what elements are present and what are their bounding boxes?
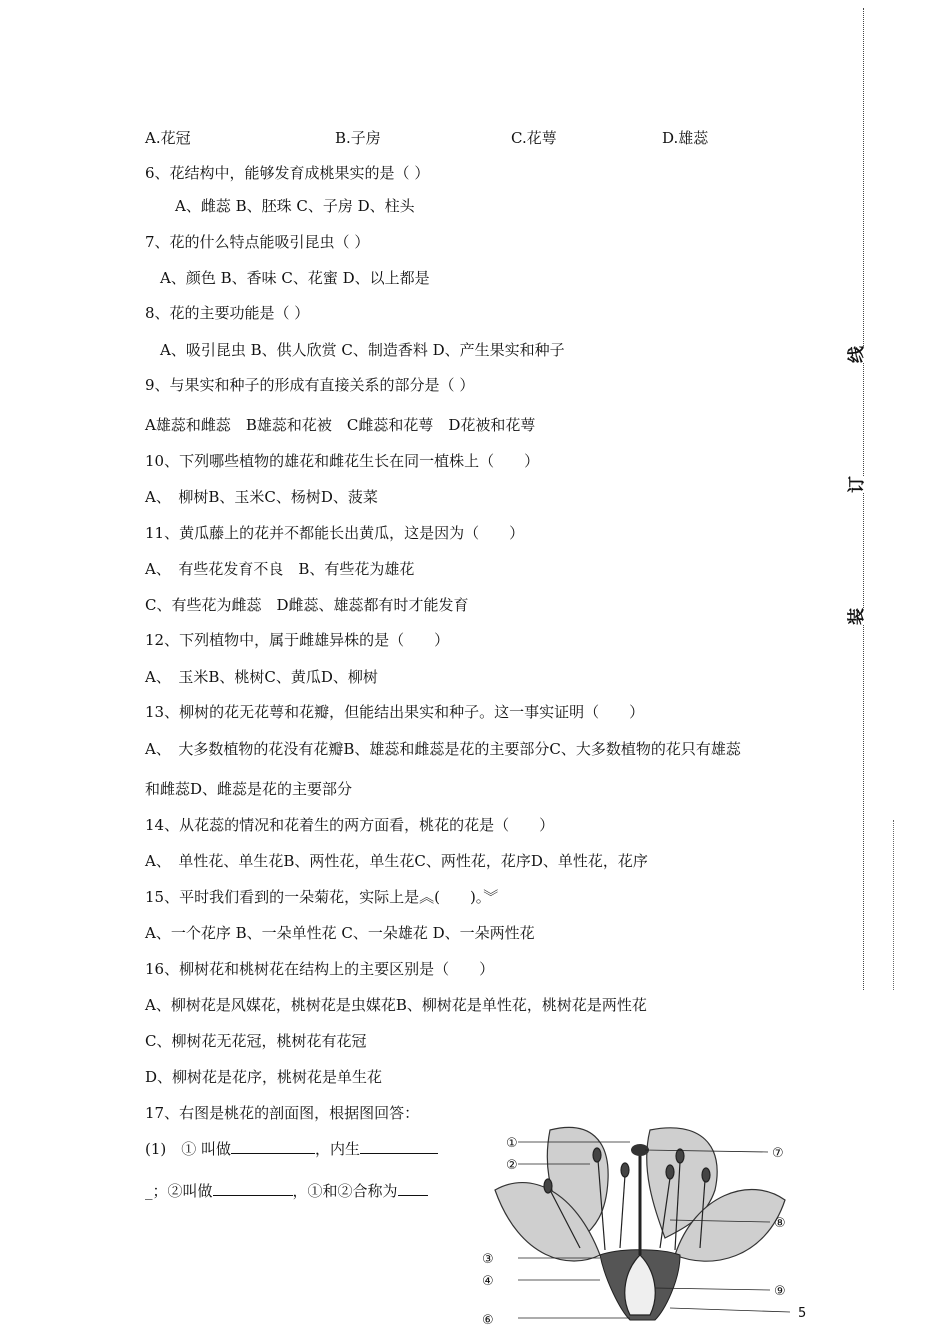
binding-char-ding: 订 bbox=[842, 476, 867, 493]
question-8: 8、花的主要功能是（ ） bbox=[145, 304, 310, 322]
q17-text-1a: (1) ① 叫做 bbox=[145, 1140, 232, 1158]
question-16-options-2: C、柳树花无花冠，桃树花有花冠 bbox=[145, 1032, 367, 1050]
label-1: ① bbox=[506, 1136, 518, 1151]
q17-text-1b: ，内生 bbox=[315, 1140, 361, 1158]
question-7-options: A、颜色 B、香味 C、花蜜 D、以上都是 bbox=[160, 269, 430, 287]
question-10: 10、下列哪些植物的雄花和雌花生长在同一植株上（ ） bbox=[145, 452, 540, 470]
question-15: 15、平时我们看到的一朵菊花，实际上是︽( )。︾ bbox=[145, 888, 499, 906]
question-10-options: A、 柳树B、玉米C、杨树D、菠菜 bbox=[145, 488, 378, 506]
question-17-part-1 bbox=[145, 1139, 438, 1159]
question-16-options-1: A、柳树花是风媒花，桃树花是虫媒花B、柳树花是单性花，桃树花是两性花 bbox=[145, 996, 647, 1014]
option-d: D.雄蕊 bbox=[662, 129, 709, 147]
option-a: A.花冠 bbox=[145, 129, 191, 147]
binding-char-xian: 线 bbox=[842, 346, 867, 363]
question-16: 16、柳树花和桃树花在结构上的主要区别是（ ） bbox=[145, 960, 495, 978]
label-3: ③ bbox=[482, 1252, 494, 1267]
binding-char-zhuang: 装 bbox=[842, 608, 867, 625]
question-11-options-2: C、有些花为雌蕊 D雌蕊、雄蕊都有时才能发育 bbox=[145, 596, 469, 614]
question-11-options-1: A、 有些花发育不良 B、有些花为雄花 bbox=[145, 560, 415, 578]
question-11: 11、黄瓜藤上的花并不都能长出黄瓜，这是因为（ ） bbox=[145, 524, 525, 542]
question-13: 13、柳树的花无花萼和花瓣，但能结出果实和种子。这一事实证明（ ） bbox=[145, 703, 645, 721]
answer-blank-3[interactable] bbox=[213, 1181, 293, 1196]
question-6-options: A、雌蕊 B、胚珠 C、子房 D、柱头 bbox=[175, 197, 415, 215]
option-b: B.子房 bbox=[335, 129, 381, 147]
question-13-options-2: 和雌蕊D、雌蕊是花的主要部分 bbox=[145, 780, 353, 798]
binding-dotted-line bbox=[863, 8, 864, 990]
q17-text-2a: _；②叫做 bbox=[145, 1182, 213, 1200]
question-9-options: A雄蕊和雌蕊 B雄蕊和花被 C雌蕊和花萼 D花被和花萼 bbox=[145, 416, 536, 434]
option-c: C.花萼 bbox=[511, 129, 557, 147]
question-12: 12、下列植物中，属于雌雄异株的是（ ） bbox=[145, 631, 450, 649]
binding-dotted-line-secondary bbox=[893, 820, 894, 990]
label-6: ⑥ bbox=[482, 1313, 494, 1328]
question-15-options: A、一个花序 B、一朵单性花 C、一朵雄花 D、一朵两性花 bbox=[145, 924, 535, 942]
label-2: ② bbox=[506, 1158, 518, 1173]
question-8-options: A、吸引昆虫 B、供人欣赏 C、制造香料 D、产生果实和种子 bbox=[160, 341, 565, 359]
peach-flower-section-figure bbox=[480, 1120, 820, 1335]
question-6: 6、花结构中，能够发育成桃果实的是（ ） bbox=[145, 164, 430, 182]
question-13-options-1: A、 大多数植物的花没有花瓣B、雄蕊和雌蕊是花的主要部分C、大多数植物的花只有雄蕊 bbox=[145, 740, 741, 758]
question-17-part-2 bbox=[145, 1181, 428, 1201]
question-17: 17、右图是桃花的剖面图，根据图回答： bbox=[145, 1104, 420, 1122]
label-7: ⑦ bbox=[772, 1146, 784, 1161]
q17-text-2b: ，①和②合称为 bbox=[292, 1182, 398, 1200]
question-9: 9、与果实和种子的形成有直接关系的部分是（ ） bbox=[145, 376, 475, 394]
label-5: 5 bbox=[798, 1306, 807, 1321]
label-9: ⑨ bbox=[774, 1284, 786, 1299]
label-4: ④ bbox=[482, 1274, 494, 1289]
answer-blank-4[interactable] bbox=[398, 1181, 428, 1196]
answer-blank-2[interactable] bbox=[360, 1139, 438, 1154]
answer-blank-1[interactable] bbox=[231, 1139, 315, 1154]
question-7: 7、花的什么特点能吸引昆虫（ ） bbox=[145, 233, 370, 251]
question-12-options: A、 玉米B、桃树C、黄瓜D、柳树 bbox=[145, 668, 378, 686]
question-16-options-3: D、柳树花是花序，桃树花是单生花 bbox=[145, 1068, 383, 1086]
question-14: 14、从花蕊的情况和花着生的两方面看，桃花的花是（ ） bbox=[145, 816, 555, 834]
label-8: ⑧ bbox=[774, 1216, 786, 1231]
question-14-options: A、 单性花、单生花B、两性花，单生花C、两性花，花序D、单性花，花序 bbox=[145, 852, 648, 870]
